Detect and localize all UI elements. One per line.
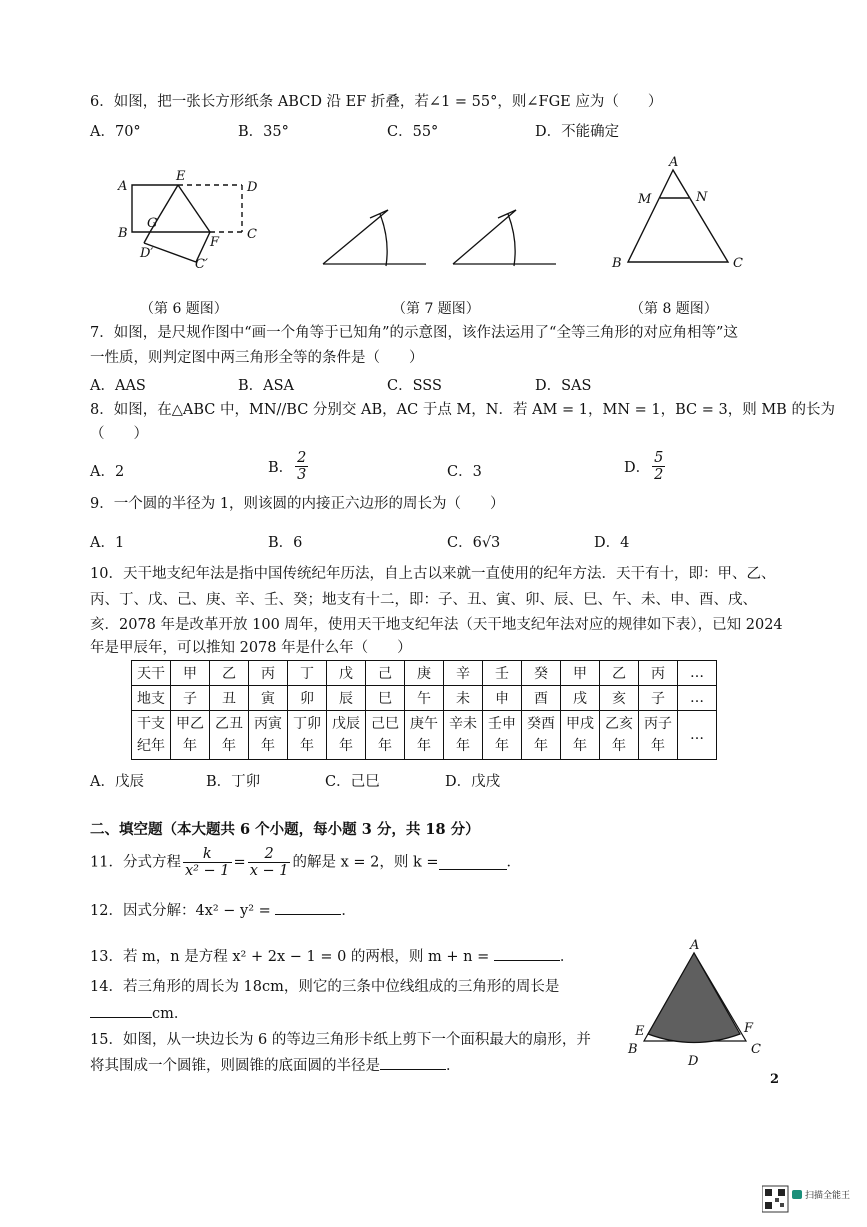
figure-7-compass-construction: [318, 200, 568, 275]
q14-answer-blank[interactable]: [90, 1003, 152, 1018]
table-cell: 癸: [522, 661, 561, 686]
table-cell: 子: [639, 686, 678, 711]
section-2-heading: 二、填空题（本大题共 6 个小题，每小题 3 分，共 18 分）: [90, 821, 480, 838]
table-cell: 子: [171, 686, 210, 711]
fig6-label-c: C: [247, 227, 257, 242]
table-cell: 未: [444, 686, 483, 711]
table-cell: 壬: [483, 661, 522, 686]
fig8-label-b: B: [612, 256, 622, 271]
q6-option-d: D．不能确定: [535, 124, 620, 140]
fig8-label-n: N: [696, 190, 708, 205]
table-cell: 甲乙 年: [171, 711, 210, 760]
table-cell: 辰: [327, 686, 366, 711]
table-cell: 甲戌 年: [561, 711, 600, 760]
q11: 11．分式方程 $\frac{k}{\text{x² − 1}}$ = $\frac{2}{x - 1}$ 的解是 x = 2，则 k = ．: [90, 846, 522, 879]
table-cell: 地支: [132, 686, 171, 711]
fig8-label-c: C: [733, 256, 743, 271]
fig6-label-g: G: [147, 216, 158, 231]
fig6-label-e: E: [176, 169, 186, 184]
q11-answer-blank[interactable]: [439, 855, 507, 870]
q12-answer-blank[interactable]: [275, 900, 341, 915]
table-cell: 戊: [327, 661, 366, 686]
table-cell: 寅: [249, 686, 288, 711]
q7-line1: 7．如图，是尺规作图中“画一个角等于已知角”的示意图，该作法运用了“全等三角形的对应角相等”这: [90, 325, 738, 341]
table-cell: 天干: [132, 661, 171, 686]
q8-option-d-numerator: 5: [654, 450, 664, 466]
table-cell: 丑: [210, 686, 249, 711]
fig6-label-f: F: [210, 235, 220, 250]
table-cell: …: [678, 711, 717, 760]
table-cell: …: [678, 686, 717, 711]
q8-option-d-denominator: 2: [654, 467, 664, 483]
page-number: 2: [770, 1072, 780, 1087]
fig15-label-e: E: [635, 1024, 645, 1039]
table-cell: 己巳 年: [366, 711, 405, 760]
table-cell: 甲: [561, 661, 600, 686]
q10-line2: 丙、丁、戊、己、庚、辛、壬、癸；地支有十二，即：子、丑、寅、卯、辰、巳、午、未、申、酉、戌、: [90, 592, 757, 608]
table-cell: 酉: [522, 686, 561, 711]
ganzhi-table: [131, 660, 717, 760]
fig6-label-d-prime: D′: [140, 246, 154, 261]
table-cell: 乙亥 年: [600, 711, 639, 760]
fig15-label-f: F: [744, 1021, 754, 1036]
table-cell: 丙: [249, 661, 288, 686]
scanner-logo-text: 扫描全能王: [805, 1191, 851, 1201]
table-cell: 己: [366, 661, 405, 686]
q8-option-d: D． $\frac{5}{2}$: [624, 450, 664, 483]
fig8-label-a: A: [669, 155, 679, 170]
figure-8-triangle: [600, 150, 760, 275]
table-cell: 乙: [600, 661, 639, 686]
q10-line1: 10．天干地支纪年法是指中国传统纪年历法，自上古以来就一直使用的纪年方法．天干有十，即：甲、乙、: [90, 566, 776, 582]
table-cell: 亥: [600, 686, 639, 711]
q14-line2: cm．: [90, 1003, 188, 1024]
q6-option-a: A．70°: [90, 124, 141, 140]
q13: 13．若 m，n 是方程 x² + 2x − 1 = 0 的两根，则 m + n = ．: [90, 946, 574, 967]
q9-text: 9．一个圆的半径为 1，则该圆的内接正六边形的周长为（ ）: [90, 496, 505, 512]
table-cell: 辛未 年: [444, 711, 483, 760]
table-cell: 壬申 年: [483, 711, 522, 760]
q6-text: 6．如图，把一张长方形纸条 ABCD 沿 EF 折叠，若∠1 = 55°，则∠FGE 应为（ ）: [90, 94, 663, 110]
table-cell: …: [678, 661, 717, 686]
fig6-label-c-prime: C′: [195, 257, 208, 272]
q14-line1: 14．若三角形的周长为 18cm，则它的三条中位线组成的三角形的周长是: [90, 979, 560, 995]
q8-line1: 8．如图，在△ABC 中，MN//BC 分别交 AB，AC 于点 M，N．若 AM = 1，MN = 1，BC = 3，则 MB 的长为: [90, 402, 835, 418]
q8-line2: （ ）: [90, 426, 148, 442]
figure-8-caption: （第 8 题图）: [630, 301, 718, 317]
q8-option-b-denominator: 3: [297, 467, 307, 483]
fig15-label-d: D: [688, 1054, 699, 1069]
q10-option-b: B．丁卯: [206, 774, 261, 790]
figure-15-sector: [620, 935, 770, 1070]
q10-line3: 亥．2078 年是改革开放 100 周年，使用天干地支纪年法（天干地支纪年法对应的规律如下表），已知 2024: [90, 617, 783, 633]
figure-6-caption: （第 6 题图）: [140, 301, 228, 317]
q13-answer-blank[interactable]: [494, 946, 560, 961]
table-cell: 庚午 年: [405, 711, 444, 760]
figure-6-folded-strip: [110, 160, 280, 275]
ganzhi-year-row: [132, 711, 717, 760]
q15-line1: 15．如图，从一块边长为 6 的等边三角形卡纸上剪下一个面积最大的扇形，并: [90, 1032, 591, 1048]
fig8-label-m: M: [638, 192, 652, 207]
table-cell: 戌: [561, 686, 600, 711]
table-cell: 午: [405, 686, 444, 711]
table-cell: 丙: [639, 661, 678, 686]
dizhi-row: [132, 686, 717, 711]
table-cell: 干支 纪年: [132, 711, 171, 760]
q10-option-a: A．戊辰: [90, 774, 144, 790]
table-cell: 卯: [288, 686, 327, 711]
q7-option-a: A．AAS: [90, 378, 146, 394]
figure-7-caption: （第 7 题图）: [392, 301, 480, 317]
table-cell: 丙子 年: [639, 711, 678, 760]
scanner-logo: [762, 1184, 852, 1216]
fig15-label-c: C: [751, 1042, 761, 1057]
q8-option-b-numerator: 2: [297, 450, 307, 466]
table-cell: 丁卯 年: [288, 711, 327, 760]
q8-option-c: C．3: [447, 464, 482, 480]
fig6-label-a: A: [118, 179, 128, 194]
q6-option-b: B．35°: [238, 124, 289, 140]
table-cell: 癸酉 年: [522, 711, 561, 760]
table-cell: 巳: [366, 686, 405, 711]
q7-line2: 一性质，则判定图中两三角形全等的条件是（ ）: [90, 350, 424, 366]
q6-option-c: C．55°: [387, 124, 439, 140]
table-cell: 乙丑 年: [210, 711, 249, 760]
table-cell: 丁: [288, 661, 327, 686]
q7-option-b: B．ASA: [238, 378, 295, 394]
q9-option-a: A．1: [90, 535, 125, 551]
q8-option-b: B． $\frac{2}{3}$: [268, 450, 307, 483]
q9-option-c: C．6√3: [447, 535, 501, 551]
table-cell: 庚: [405, 661, 444, 686]
q10-option-c: C．己巳: [325, 774, 380, 790]
fig6-label-b: B: [118, 226, 128, 241]
table-cell: 丙寅 年: [249, 711, 288, 760]
tiangan-row: [132, 661, 717, 686]
fig15-label-a: A: [690, 938, 700, 953]
table-cell: 甲: [171, 661, 210, 686]
table-cell: 辛: [444, 661, 483, 686]
q9-option-b: B．6: [268, 535, 303, 551]
q9-option-d: D．4: [594, 535, 630, 551]
q12: 12．因式分解：4x² − y² = ．: [90, 900, 356, 921]
q10-line4: 年是甲辰年，可以推知 2078 年是什么年（ ）: [90, 640, 412, 656]
q7-option-c: C．SSS: [387, 378, 442, 394]
q15-line2: 将其围成一个圆锥，则圆锥的底面圆的半径是 ．: [90, 1055, 461, 1076]
table-cell: 乙: [210, 661, 249, 686]
q7-option-d: D．SAS: [535, 378, 592, 394]
q8-option-a: A．2: [90, 464, 125, 480]
fig15-label-b: B: [628, 1042, 638, 1057]
table-cell: 戊辰 年: [327, 711, 366, 760]
q15-answer-blank[interactable]: [380, 1055, 446, 1070]
q10-option-d: D．戊戌: [445, 774, 501, 790]
table-cell: 申: [483, 686, 522, 711]
fig6-label-d: D: [247, 180, 258, 195]
